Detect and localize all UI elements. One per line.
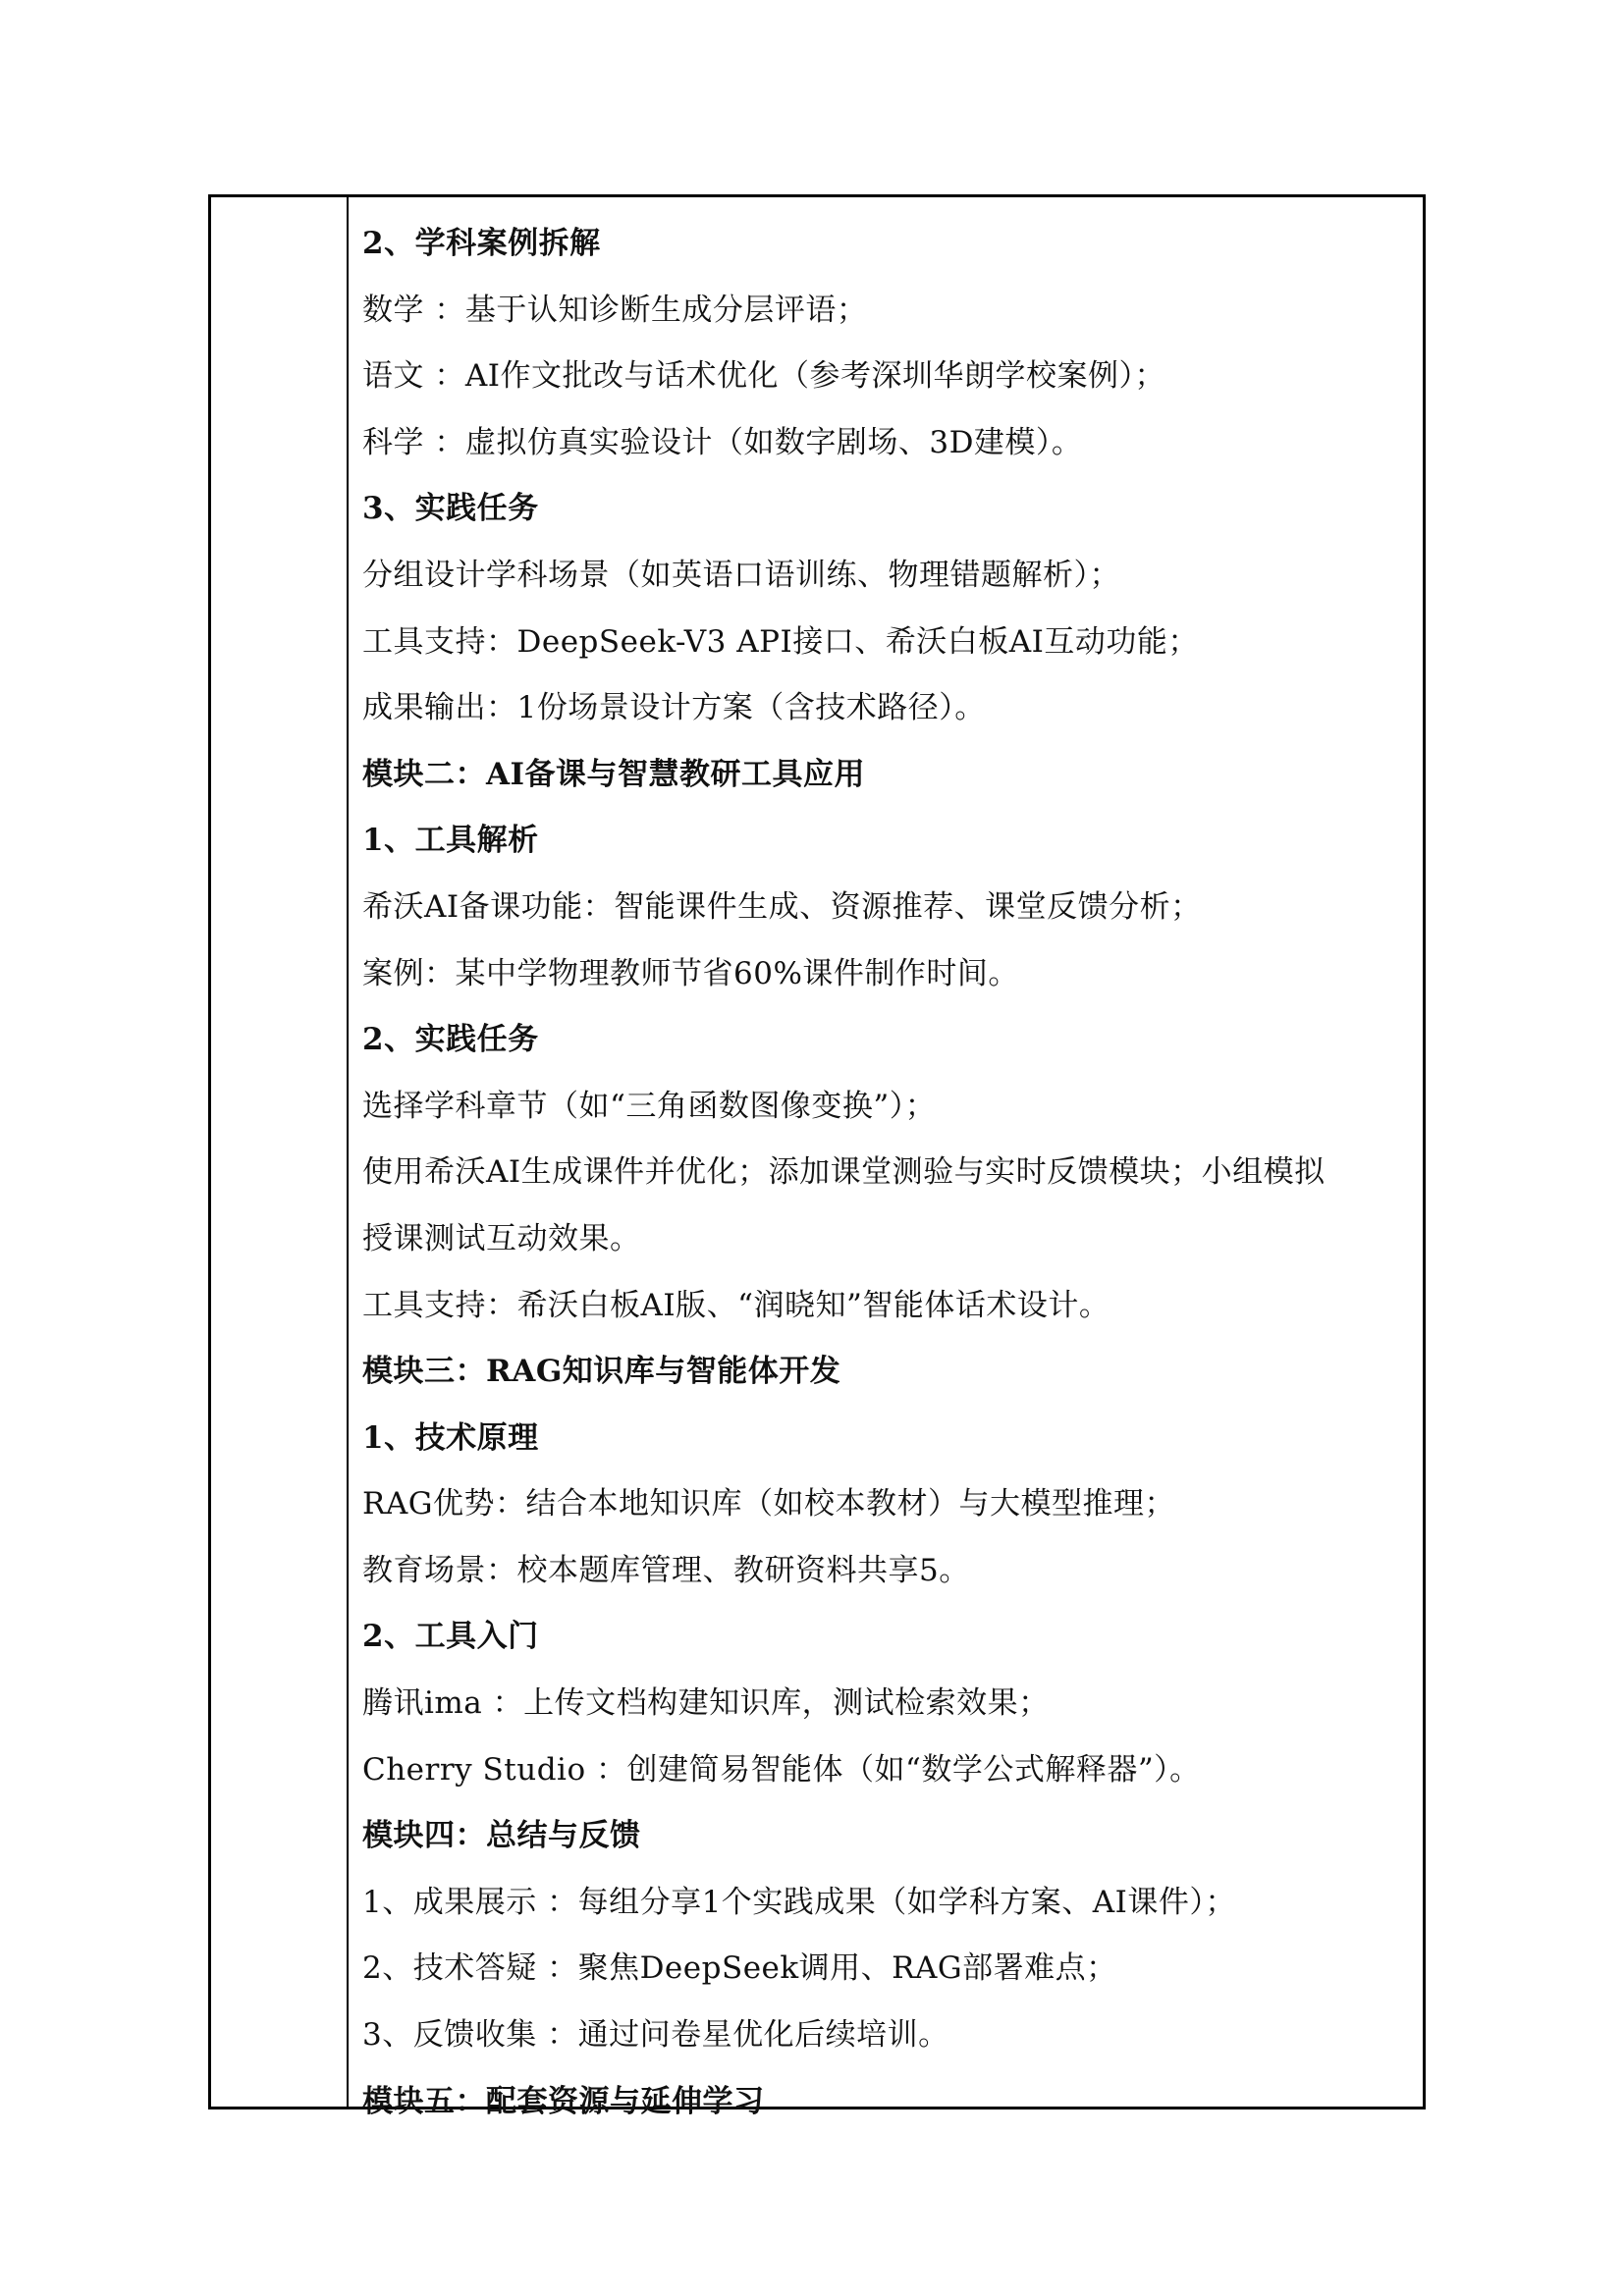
module-heading: 模块五：配套资源与延伸学习 [362, 2083, 765, 2119]
section-heading: 2、工具入门 [362, 1619, 539, 1655]
column-divider [347, 197, 349, 2107]
section-heading: 3、实践任务 [362, 491, 539, 527]
module-heading: 模块二：AI备课与智慧教研工具应用 [362, 756, 866, 792]
body-line: 分组设计学科场景（如英语口语训练、物理错题解析）； [362, 557, 1120, 593]
body-line: 科学 ：虚拟仿真实验设计（如数字剧场、3D建模）。 [362, 424, 1083, 460]
body-line: 2、技术答疑 ：聚焦DeepSeek调用、RAG部署难点； [362, 1950, 1117, 1987]
body-line: 成果输出：1份场景设计方案（含技术路径）。 [362, 690, 986, 726]
body-line: 腾讯ima ：上传文档构建知识库，测试检索效果； [362, 1685, 1050, 1722]
section-heading: 1、技术原理 [362, 1419, 539, 1456]
body-line: 使用希沃AI生成课件并优化；添加课堂测验与实时反馈模块；小组模拟 [362, 1154, 1326, 1191]
section-heading: 2、实践任务 [362, 1022, 539, 1058]
body-line: 授课测试互动效果。 [362, 1220, 641, 1256]
module-heading: 模块三：RAG知识库与智能体开发 [362, 1354, 841, 1390]
body-line: 工具支持：DeepSeek-V3 API接口、希沃白板AI互动功能； [362, 623, 1199, 660]
section-heading: 1、工具解析 [362, 823, 539, 859]
body-line: 3、反馈收集 ：通过问卷星优化后续培训。 [362, 2017, 949, 2054]
body-line: 语文 ：AI作文批改与话术优化（参考深圳华朗学校案例）； [362, 358, 1165, 395]
body-line: 工具支持：希沃白板AI版、“润晓知”智能体话术设计。 [362, 1287, 1110, 1323]
module-heading: 模块四：总结与反馈 [362, 1818, 641, 1854]
body-line: 教育场景：校本题库管理、教研资料共享5。 [362, 1552, 970, 1588]
content-table [208, 194, 1426, 2119]
section-heading: 2、学科案例拆解 [362, 226, 601, 261]
body-line: 数学 ：基于认知诊断生成分层评语； [362, 292, 868, 328]
body-line: 案例：某中学物理教师节省60%课件制作时间。 [362, 955, 1019, 991]
body-line: 1、成果展示 ：每组分享1个实践成果（如学科方案、AI课件）； [362, 1884, 1236, 1920]
content-cell [362, 211, 1413, 2135]
body-line: 选择学科章节（如“三角函数图像变换”）； [362, 1088, 937, 1124]
body-line: RAG优势：结合本地知识库（如校本教材）与大模型推理； [362, 1486, 1175, 1522]
body-line: 希沃AI备课功能：智能课件生成、资源推荐、课堂反馈分析； [362, 888, 1202, 925]
body-line: Cherry Studio ：创建简易智能体（如“数学公式解释器”）。 [362, 1751, 1201, 1788]
